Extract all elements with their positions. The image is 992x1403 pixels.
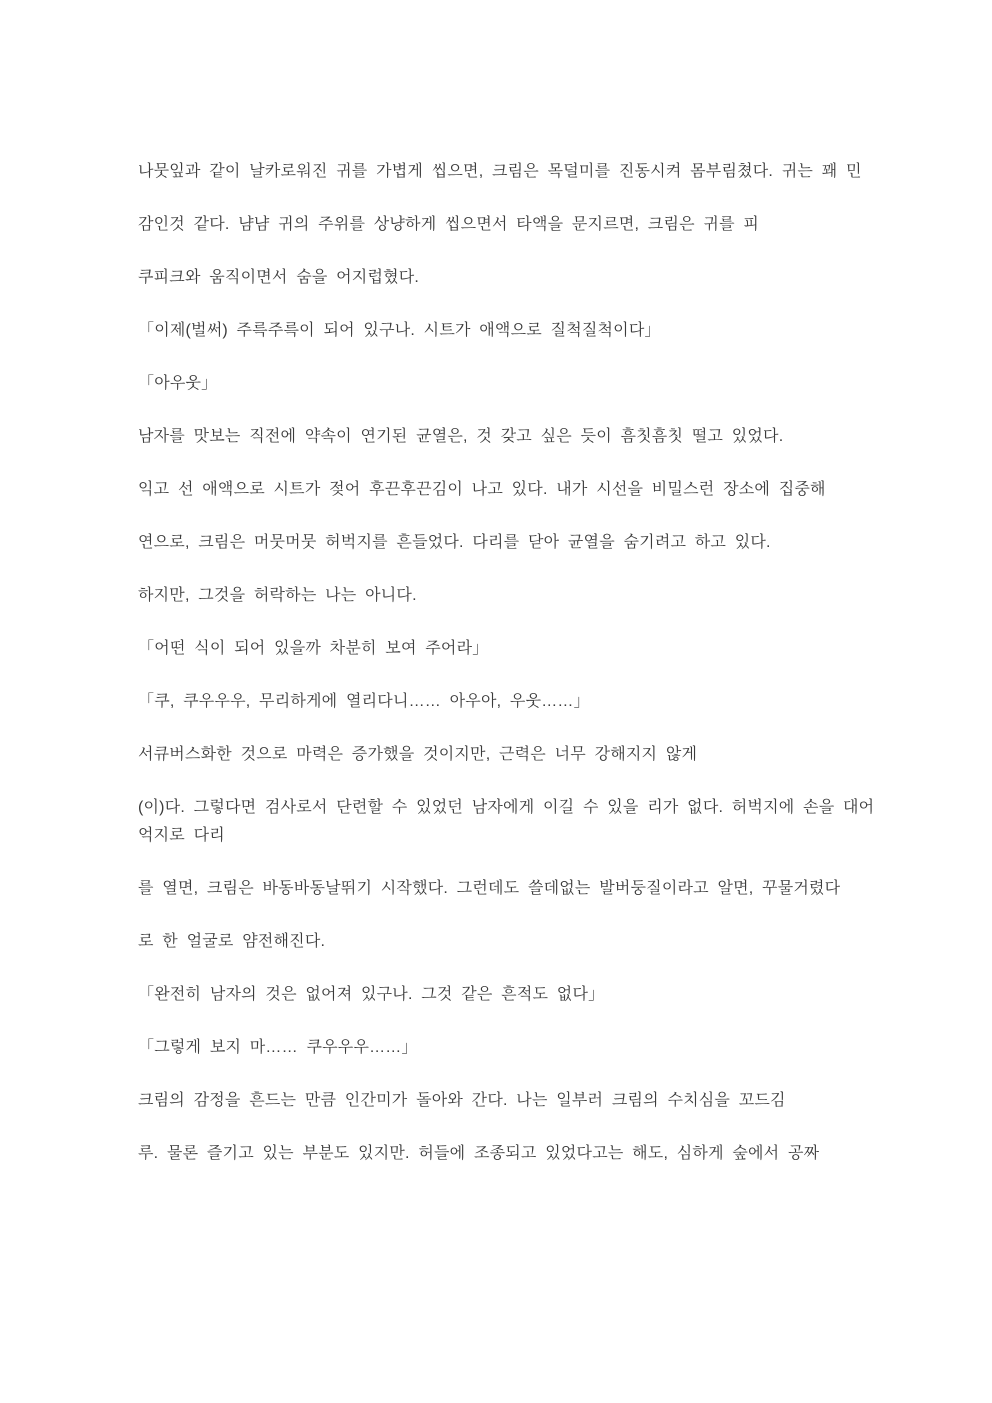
paragraph-dialogue: 「이제(벌써) 주륵주륵이 되어 있구나. 시트가 애액으로 질척질척이다」 bbox=[138, 322, 661, 339]
paragraph: 크림의 감정을 흔드는 만큼 인간미가 돌아와 간다. 나는 일부러 크림의 수치심을 꼬드김 bbox=[138, 1092, 786, 1109]
paragraph-dialogue: 「어떤 식이 되어 있을까 차분히 보여 주어라」 bbox=[138, 640, 489, 657]
paragraph: 연으로, 크림은 머뭇머뭇 허벅지를 흔들었다. 다리를 닫아 균열을 숨기려고 하고 있다. bbox=[138, 534, 771, 551]
paragraph: 를 열면, 크림은 바동바동날뛰기 시작했다. 그런데도 쓸데없는 발버둥질이라고 알면, 꾸물거렸다 bbox=[138, 880, 841, 897]
paragraph: 남자를 맛보는 직전에 약속이 연기된 균열은, 것 갖고 싶은 듯이 흠칫흠칫 떨고 있었다. bbox=[138, 428, 784, 445]
paragraph: 하지만, 그것을 허락하는 나는 아니다. bbox=[138, 587, 417, 604]
paragraph: 쿠피크와 움직이면서 숨을 어지럽혔다. bbox=[138, 269, 420, 286]
paragraph-dialogue: 「쿠, 쿠우우우, 무리하게에 열리다니…… 아우아, 우웃……」 bbox=[138, 693, 590, 710]
paragraph: 루. 물론 즐기고 있는 부분도 있지만. 허들에 조종되고 있었다고는 해도, 심하게 숲에서 공짜 bbox=[138, 1145, 820, 1162]
paragraph: 익고 선 애액으로 시트가 젖어 후끈후끈김이 나고 있다. 내가 시선을 비밀스런 장소에 집중해 bbox=[138, 481, 826, 498]
paragraph-dialogue: 「완전히 남자의 것은 없어져 있구나. 그것 같은 흔적도 없다」 bbox=[138, 986, 605, 1003]
paragraph: 나뭇잎과 같이 날카로워진 귀를 가볍게 씹으면, 크림은 목덜미를 진동시켜 몸부림쳤다. 귀는 꽤 민 bbox=[138, 163, 862, 180]
paragraph: 로 한 얼굴로 얌전해진다. bbox=[138, 933, 326, 950]
paragraph-dialogue: 「아우웃」 bbox=[138, 375, 218, 392]
paragraph-dialogue: 「그렇게 보지 마…… 쿠우우우……」 bbox=[138, 1039, 418, 1056]
paragraph: 서큐버스화한 것으로 마력은 증가했을 것이지만, 근력은 너무 강해지지 않게 bbox=[138, 746, 698, 763]
paragraph: (이)다. 그렇다면 검사로서 단련할 수 있었던 남자에게 이길 수 있을 리가 없다. 허벅지에 손을 대어 억지로 다리 bbox=[138, 799, 875, 844]
paragraph: 감인것 같다. 냠냠 귀의 주위를 상냥하게 씹으면서 타액을 문지르면, 크림은 귀를 피 bbox=[138, 216, 760, 233]
